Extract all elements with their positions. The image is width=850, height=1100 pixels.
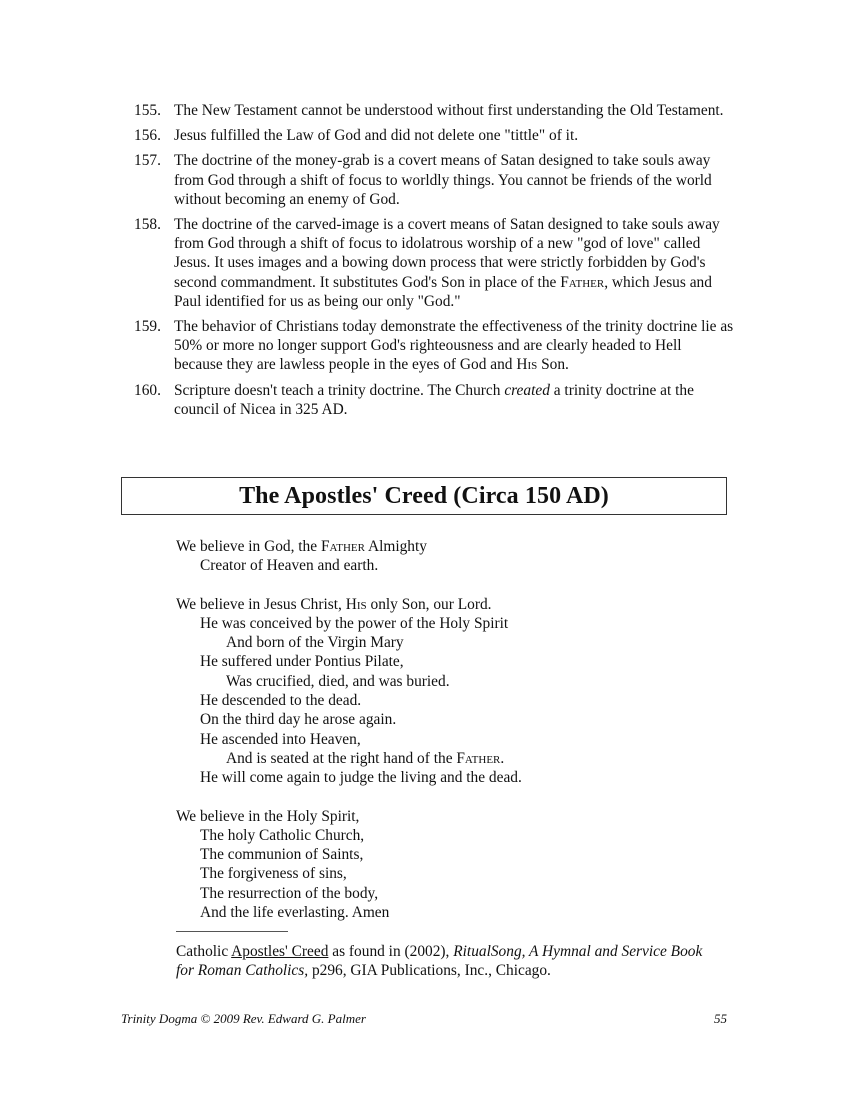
creed-stanza-spirit	[176, 807, 736, 923]
list-item-160	[134, 381, 734, 419]
list-item-159	[134, 317, 734, 375]
footer-copyright: Trinity Dogma © 2009 Rev. Edward G. Palmer	[121, 1011, 366, 1026]
numbered-list	[134, 101, 734, 425]
creed-line: Was crucified, died, and was buried.	[226, 672, 450, 690]
item-number: 157.	[134, 152, 161, 170]
creed-line: And is seated at the right hand of the Father.	[226, 749, 505, 767]
creed-line: On the third day he arose again.	[200, 711, 397, 729]
item-text: The New Testament cannot be understood without first understanding the Old Testament.	[174, 102, 724, 119]
creed-line: Creator of Heaven and earth.	[200, 557, 379, 575]
creed-stanza-son	[176, 595, 736, 788]
list-item-156	[134, 126, 734, 145]
section-heading-box	[121, 477, 727, 515]
section-heading: The Apostles' Creed (Circa 150 AD)	[239, 482, 609, 509]
book-title: RitualSong, A Hymnal and Service Book for Roman Catholics,	[176, 943, 703, 980]
footnote: Catholic Apostles' Creed as found in (2002), RitualSong, A Hymnal and Service Book for Roman Catholics, p296, GIA Publications, Inc., Chicago.	[176, 943, 703, 980]
page-footer	[121, 1011, 727, 1027]
creed-stanza-father	[176, 537, 736, 576]
item-number: 155.	[134, 102, 161, 119]
creed-line: He was conceived by the power of the Holy Spirit	[200, 614, 509, 632]
creed-line: And the life everlasting. Amen	[200, 904, 390, 922]
creed-line: We believe in God, the Father Almighty	[176, 538, 427, 555]
footnote-link[interactable]: Apostles' Creed	[231, 943, 329, 960]
item-text: The doctrine of the money-grab is a covert means of Satan designed to take souls away from God through a shift of focus to worldly things. You cannot be friends of the world without becoming an enemy of God.	[174, 152, 712, 208]
item-number: 158.	[134, 216, 161, 234]
item-text: Jesus fulfilled the Law of God and did not delete one "tittle" of it.	[174, 127, 579, 145]
creed-line: He suffered under Pontius Pilate,	[200, 653, 404, 671]
creed-text	[176, 537, 736, 941]
item-text: The doctrine of the carved-image is a covert means of Satan designed to take souls away from God through a shift of focus to idolatrous worship of a new "god of love" called Jesus. It uses images and a bowing down process that were strictly forbidden by God's second commandment. It substitutes God's Son in place of the Father, which Jesus and Paul identified for us as being our only "God."	[174, 216, 720, 310]
list-item-155	[134, 101, 734, 120]
item-number: 159.	[134, 318, 161, 336]
creed-line: The holy Catholic Church,	[200, 826, 365, 844]
italic-created: created	[504, 381, 550, 399]
item-number: 160.	[134, 381, 161, 399]
creed-line: He ascended into Heaven,	[200, 730, 361, 748]
creed-line: The communion of Saints,	[200, 846, 364, 864]
creed-line: We believe in the Holy Spirit,	[176, 807, 360, 825]
creed-line: We believe in Jesus Christ, His only Son, our Lord.	[176, 595, 492, 613]
creed-line: He will come again to judge the living and the dead.	[200, 769, 522, 787]
item-text: The behavior of Christians today demonstrate the effectiveness of the trinity doctrine lie as 50% or more no longer support God's righteousness and are clearly headed to Hell because they are lawless people in the eyes of God and His Son.	[174, 318, 734, 374]
footnote-divider	[176, 931, 288, 932]
creed-line: And born of the Virgin Mary	[226, 634, 404, 652]
smallcaps-his: His	[516, 356, 538, 374]
item-text: Scripture doesn't teach a trinity doctrine. The Church created a trinity doctrine at the council of Nicea in 325 AD.	[174, 381, 694, 418]
creed-line: The forgiveness of sins,	[200, 865, 347, 883]
list-item-157	[134, 151, 734, 209]
creed-line: He descended to the dead.	[200, 692, 362, 710]
creed-line: The resurrection of the body,	[200, 884, 379, 902]
item-number: 156.	[134, 127, 161, 145]
page-number: 55	[714, 1011, 727, 1026]
list-item-158	[134, 215, 734, 311]
smallcaps-father: Father	[560, 273, 605, 291]
